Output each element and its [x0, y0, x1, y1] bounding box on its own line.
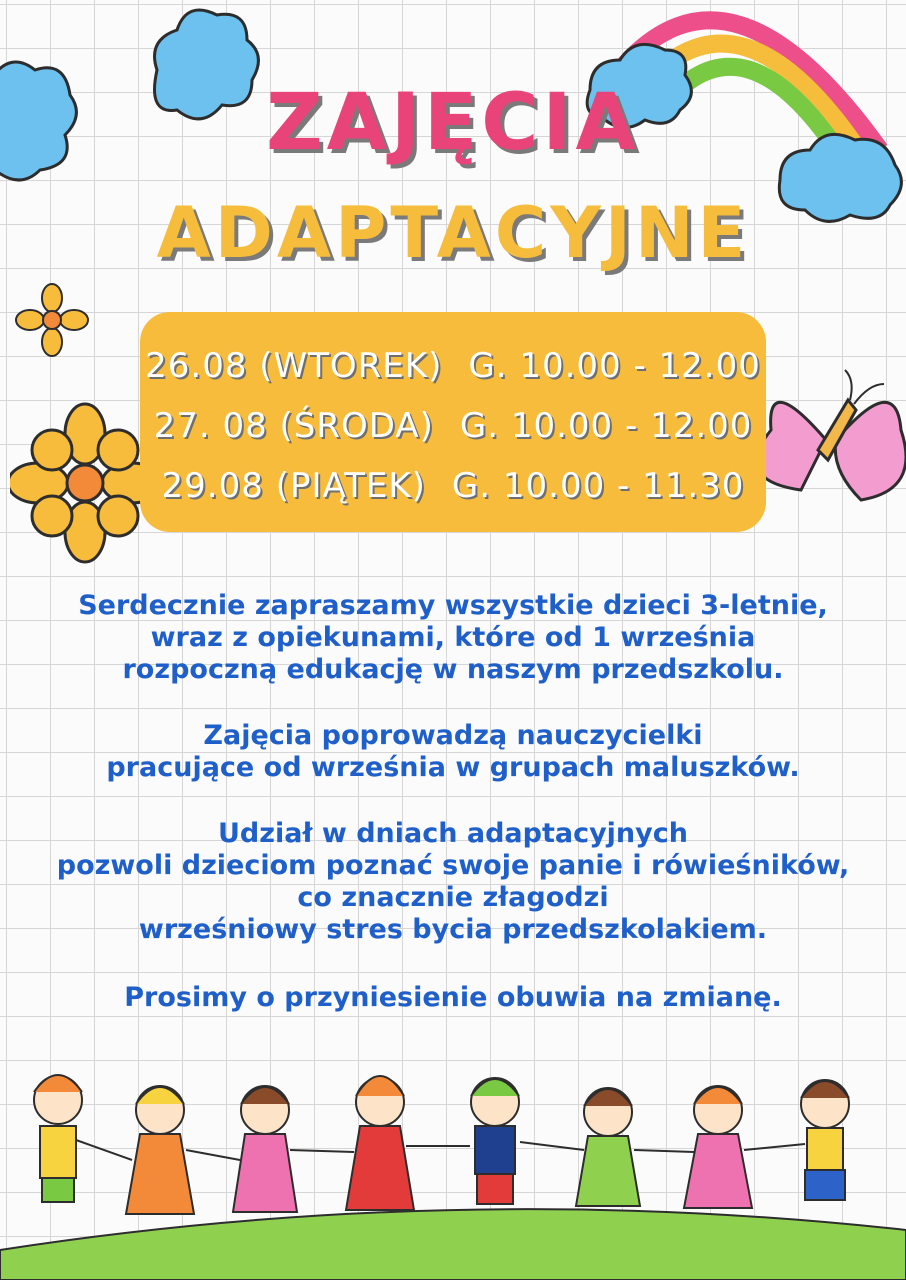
invitation-paragraph: [0, 590, 906, 686]
schedule-row: [140, 456, 766, 516]
text-line: Udział w dniach adaptacyjnych: [218, 818, 688, 849]
text-line: co znacznie złagodzi: [297, 882, 609, 913]
title-line-1: ZAJĘCIA: [266, 78, 640, 168]
text-line: Serdecznie zapraszamy wszystkie dzieci 3-letnie,: [78, 590, 828, 621]
schedule-row: [140, 396, 766, 456]
schedule-box: [140, 312, 766, 532]
flower-icon: [14, 282, 90, 358]
text-line: Prosimy o przyniesienie obuwia na zmianę.: [124, 982, 782, 1013]
teachers-paragraph: [0, 720, 906, 784]
schedule-time: G. 10.00 - 12.00: [468, 346, 761, 386]
flower-icon: [10, 400, 160, 570]
schedule-row: [140, 336, 766, 396]
text-line: pozwoli dzieciom poznać swoje panie i rówieśników,: [56, 850, 850, 881]
text-line: wrześniowy stres bycia przedszkolakiem.: [138, 914, 768, 945]
schedule-time: G. 10.00 - 12.00: [459, 406, 753, 446]
text-line: rozpoczną edukację w naszym przedszkolu.: [122, 654, 784, 685]
schedule-day: 27. 08 (ŚRODA): [153, 406, 434, 446]
schedule-day: 26.08 (WTOREK): [145, 346, 443, 386]
shoes-paragraph: [0, 982, 906, 1014]
text-line: Zajęcia poprowadzą nauczycielki: [203, 720, 703, 751]
text-line: wraz z opiekunami, które od 1 września: [150, 622, 756, 653]
title-line-2: ADAPTACYJNE: [156, 192, 750, 274]
adaptation-paragraph: [0, 818, 906, 946]
schedule-time: G. 10.00 - 11.30: [451, 466, 745, 506]
butterfly-icon: [756, 360, 906, 530]
schedule-day: 29.08 (PIĄTEK): [161, 466, 426, 506]
text-line: pracujące od września w grupach maluszków.: [106, 752, 800, 783]
children-illustration: [0, 1030, 906, 1250]
